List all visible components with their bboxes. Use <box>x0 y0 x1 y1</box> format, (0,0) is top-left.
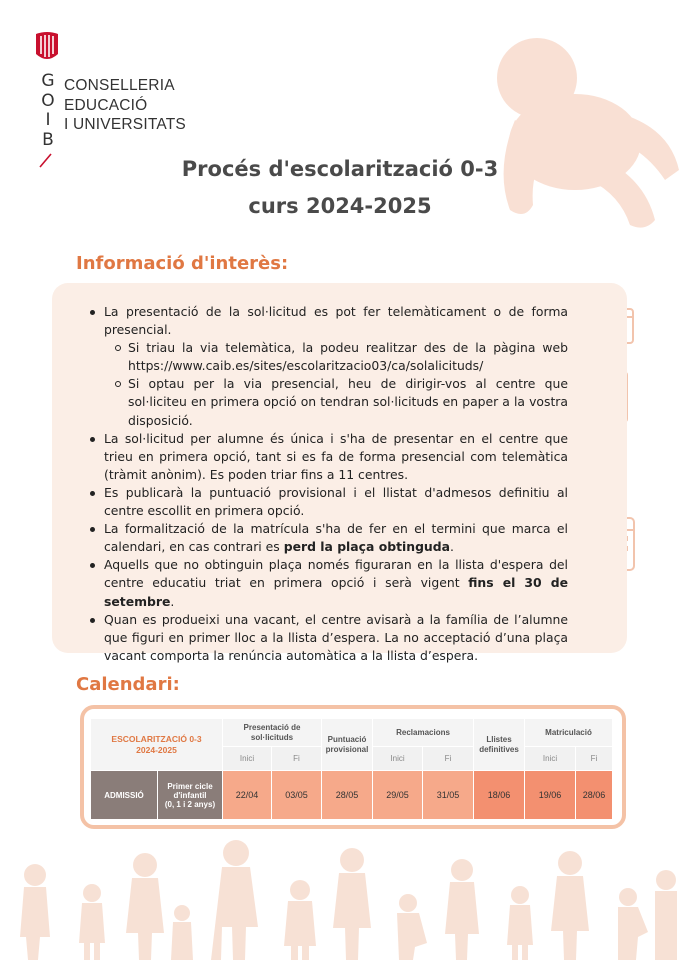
list-item <box>104 520 568 556</box>
header-provisional-score: Puntuació provisional <box>322 719 373 771</box>
subheader-end: Fi <box>576 747 613 771</box>
header-claims: Reclamacions <box>373 719 474 747</box>
header-final-lists: Llistes definitives <box>474 719 525 771</box>
date-cell: 03/05 <box>272 771 322 820</box>
logo-letter-g: G <box>41 71 55 91</box>
list-item <box>104 556 568 610</box>
header-enrollment: Matriculació <box>525 719 613 747</box>
table-corner-header <box>91 719 223 771</box>
date-cell: 28/05 <box>322 771 373 820</box>
row-label-admission: ADMISSIÓ <box>91 771 158 820</box>
cycle-line-3: (0, 1 i 2 anys) <box>164 799 216 809</box>
item-telematic-text: Si triau la via telemàtica, la podeu realitzar des de la pàgina web https://www.caib.es/sites/escolaritzacio03/ca/solalicituds/ <box>128 340 568 374</box>
item-presential-text: Si optau per la via presencial, heu de dirigir-vos al centre que sol·liciteu en primera opció on tendran sol·licituds en paper a la vostra disposició. <box>128 376 568 428</box>
item-presentation-text: La presentació de la sol·licitud es pot fer telemàticament o de forma presencial. <box>104 304 568 338</box>
logo-letter-i: I <box>45 110 51 130</box>
sub-list <box>104 339 568 429</box>
corner-line-2: 2024-2025 <box>136 744 177 755</box>
children-silhouettes <box>0 835 679 960</box>
logo-slash-icon <box>38 151 54 169</box>
page-subtitle: curs 2024-2025 <box>248 194 432 218</box>
item-enrollment-text: La formalització de la matrícula s'ha de fer en el termini que marca el calendari, en cas contrari es <box>104 521 568 555</box>
row-label-cycle <box>158 771 223 820</box>
subheader-end: Fi <box>423 747 474 771</box>
list-item <box>104 484 568 520</box>
corner-line-1: ESCOLARITZACIÓ 0-3 <box>111 733 202 744</box>
sub-list-item <box>128 375 568 429</box>
logo-letter-b: B <box>42 129 54 150</box>
info-list <box>104 303 568 665</box>
calendar-table <box>90 718 613 820</box>
cycle-line-2: d'infantil <box>173 790 207 800</box>
cycle-line-1: Primer cicle <box>167 781 213 791</box>
item-waitlist-end: . <box>170 593 175 609</box>
goib-logo-icon <box>34 30 60 64</box>
item-enrollment-bold: perd la plaça obtinguda <box>283 539 450 555</box>
organization-name <box>64 76 186 135</box>
org-line-2: EDUCACIÓ <box>64 96 148 114</box>
header-presentation: Presentació de sol·licituds <box>223 719 322 747</box>
list-item <box>104 611 568 665</box>
calendar-heading: Calendari: <box>76 674 180 695</box>
date-cell: 22/04 <box>223 771 272 820</box>
list-item <box>104 430 568 484</box>
subheader-end: Fi <box>272 747 322 771</box>
subheader-start: Inici <box>373 747 423 771</box>
sub-list-item <box>128 339 568 375</box>
item-enrollment-end: . <box>450 539 454 555</box>
date-cell: 31/05 <box>423 771 474 820</box>
logo-letter-o: O <box>41 90 55 111</box>
item-waitlist-text: Aquells que no obtinguin plaça només figuraran en la llista d'espera del centre educatiu triat en primera opció i serà vigent <box>104 557 568 591</box>
list-item <box>104 303 568 430</box>
date-cell: 28/06 <box>576 771 613 820</box>
org-line-1: CONSELLERIA <box>64 77 175 94</box>
date-cell: 19/06 <box>525 771 576 820</box>
item-waitlist-bold: fins el 30 de setembre <box>104 575 568 609</box>
item-single-request-text: La sol·licitud per alumne és única i s'ha de presentar en el centre que trieu en primera opció, tant si es fa de forma presencial com telemàtica (tràmit anònim). Es poden triar fins a 11 centres. <box>104 430 568 482</box>
goib-letters <box>38 72 58 150</box>
subheader-start: Inici <box>525 747 576 771</box>
org-line-3: I UNIVERSITATS <box>64 116 186 133</box>
date-cell: 29/05 <box>373 771 423 820</box>
date-cell: 18/06 <box>474 771 525 820</box>
info-heading: Informació d'interès: <box>76 253 289 274</box>
subheader-start: Inici <box>223 747 272 771</box>
page-title: Procés d'escolarització 0-3 <box>181 157 499 181</box>
item-publication-text: Es publicarà la puntuació provisional i el llistat d'admesos definitiu al centre escollit en primera opció. <box>104 484 568 519</box>
item-vacancy-text: Quan es produeixi una vacant, el centre avisarà a la família de l’alumne que figuri en primer lloc a la llista d’espera. La no acceptació d’una plaça vacant comporta la renúncia automàtica a la llista d’espera. <box>104 611 568 663</box>
